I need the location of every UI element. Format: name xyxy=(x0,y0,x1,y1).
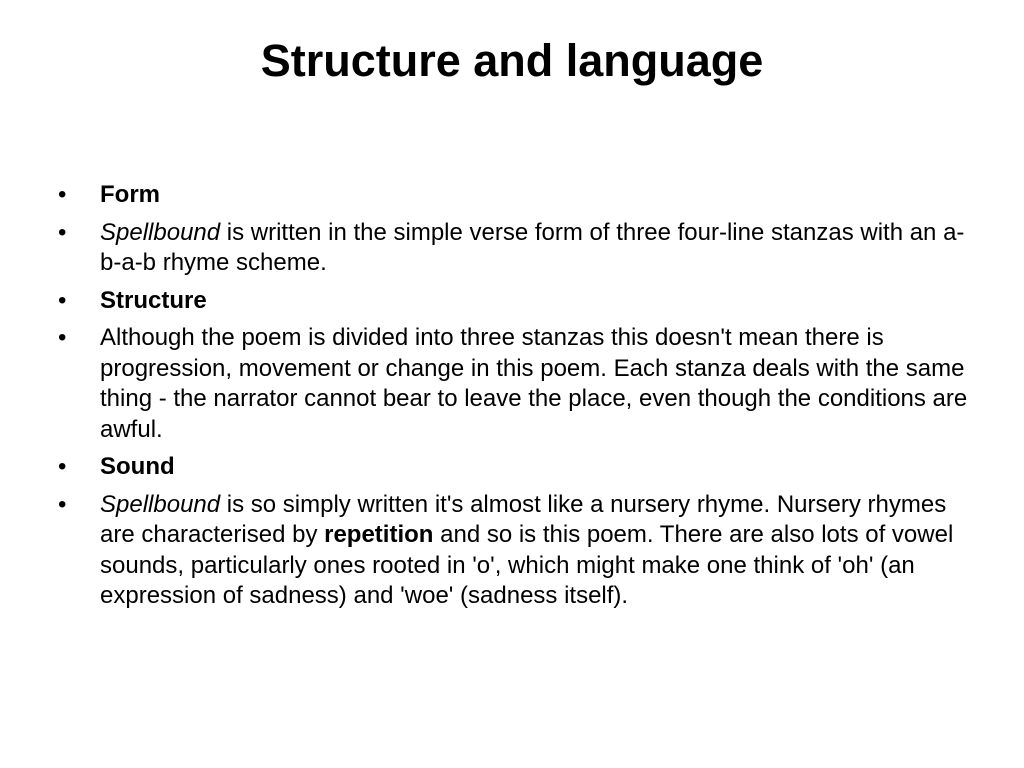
bullet-item-structure-heading xyxy=(52,286,972,317)
structure-description: Although the poem is divided into three stanzas this doesn't mean there is progression, movement or change in this poem. Each stanza deals with the same thing - the narrator cannot bear to leave the place, even though the conditions are awful. xyxy=(100,324,968,443)
bullet-item-form-text xyxy=(52,218,972,279)
sound-description-part-2: and so is this poem. There are also lots of vowel sounds, particularly ones rooted in 'o', which might make one think of 'oh' (an expression of sadness) and 'woe' (sadness itself). xyxy=(100,521,954,609)
bullet-icon: • xyxy=(58,453,67,480)
section-heading-structure: Structure xyxy=(100,286,207,314)
section-heading-sound: Sound xyxy=(100,453,175,480)
bullet-item-form-heading xyxy=(52,180,972,211)
sound-description-part-1: is so simply written it's almost like a nursery rhyme. Nursery rhymes are characterised by xyxy=(100,490,947,548)
bullet-icon: • xyxy=(58,286,67,314)
bullet-icon: • xyxy=(58,324,67,351)
bullet-item-sound-text xyxy=(52,490,972,612)
bullet-item-structure-text xyxy=(52,323,972,445)
bullet-icon: • xyxy=(58,181,67,208)
bullet-item-sound-heading xyxy=(52,452,972,483)
form-description: is written in the simple verse form of three four-line stanzas with an a-b-a-b rhyme scheme. xyxy=(100,218,965,276)
bullet-icon: • xyxy=(58,490,67,518)
slide-title: Structure and language xyxy=(260,35,764,86)
section-heading-form: Form xyxy=(100,181,160,208)
poem-title-emphasis: Spellbound xyxy=(100,490,221,518)
poem-title-emphasis: Spellbound xyxy=(100,218,221,246)
bullet-list xyxy=(52,180,972,619)
repetition-emphasis: repetition xyxy=(324,521,434,548)
bullet-icon: • xyxy=(58,218,67,246)
